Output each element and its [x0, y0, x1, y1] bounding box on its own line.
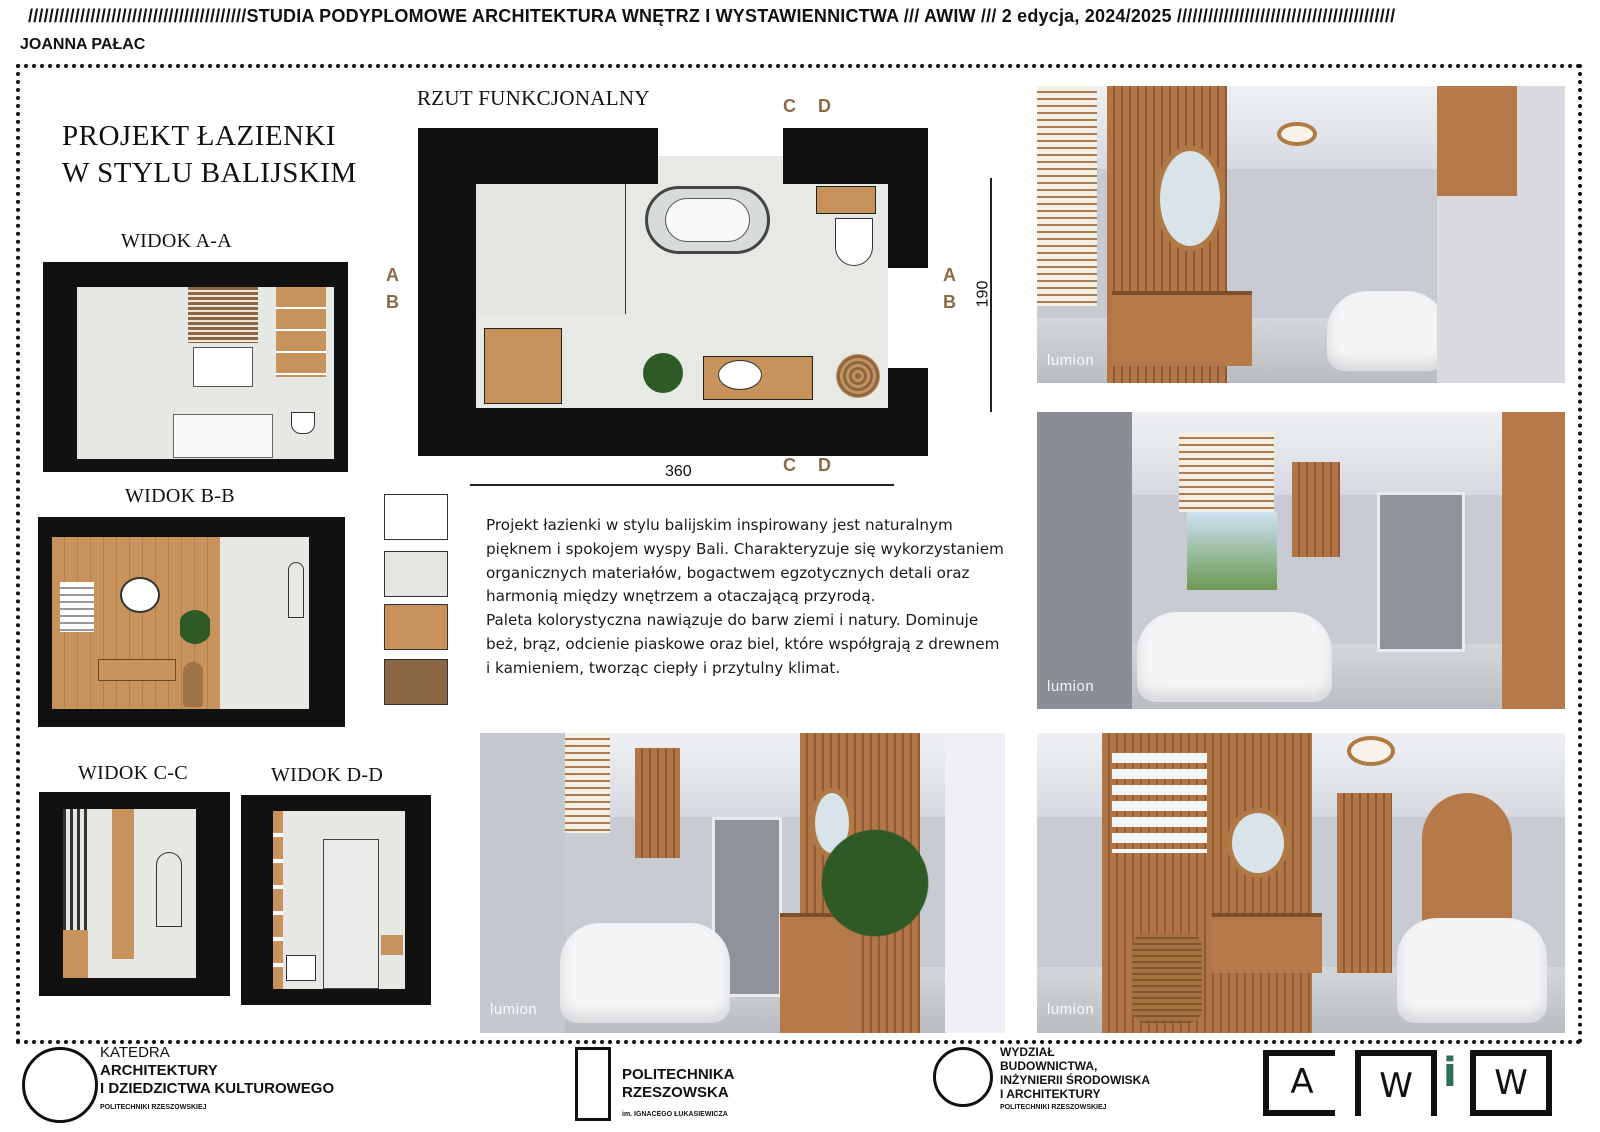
header-title: //////////////////////////////////////////STUDIA PODYPLOMOWE ARCHITEKTURA WNĘTRZ I WYSTAWIENNICTWA /// AWIW /// 2 edycja, 2024/2025 ////////////////////////////////////////// [28, 6, 1396, 26]
view-aa-label: WIDOK A-A [121, 230, 233, 252]
view-cc-label: WIDOK C-C [78, 762, 188, 784]
awiw-logo-w1: W [1355, 1050, 1437, 1116]
view-bb-drawing [38, 517, 345, 727]
lumion-watermark-3: lumion [490, 1001, 538, 1018]
view-aa-drawing [43, 262, 348, 472]
katedra-line3: I DZIEDZICTWA KULTUROWEGO [100, 1080, 335, 1097]
wydzial-logo [933, 1047, 993, 1107]
politechnika-logo [575, 1047, 611, 1121]
color-swatch-white [384, 494, 448, 540]
katedra-line2: ARCHITEKTURY [100, 1062, 218, 1079]
color-swatch-sand [384, 604, 448, 650]
marker-d-bottom: D [818, 455, 831, 475]
awiw-logo-i: i [1443, 1050, 1457, 1096]
view-bb-label: WIDOK B-B [125, 485, 235, 507]
awiw-logo-a: A [1263, 1050, 1335, 1116]
plan-title: RZUT FUNKCJONALNY [417, 86, 650, 110]
wydzial-line2: BUDOWNICTWA, [1000, 1059, 1098, 1073]
lumion-watermark-1: lumion [1047, 352, 1095, 369]
width-dimension-line [470, 484, 894, 486]
marker-a-left: A [386, 265, 399, 285]
marker-d-top: D [818, 96, 831, 116]
project-title-line1: PROJEKT ŁAZIENKI [62, 120, 337, 152]
render-2 [1037, 412, 1565, 709]
katedra-line4: POLITECHNIKI RZESZOWSKIEJ [100, 1104, 207, 1111]
view-cc-drawing [39, 792, 230, 996]
color-swatch-brown [384, 659, 448, 705]
render-4 [1037, 733, 1565, 1033]
marker-a-right: A [943, 265, 956, 285]
marker-c-top: C [783, 96, 796, 116]
project-title-line2: W STYLU BALIJSKIM [62, 157, 357, 189]
description-paragraph-2: Paleta kolorystyczna nawiązuje do barw ziemi i natury. Dominuje beż, brąz, odcienie piaskowe oraz biel, które współgrają z drewnem i kamieniem, tworząc ciepły i przytulny klimat. [486, 611, 1000, 677]
marker-b-right: B [943, 292, 956, 312]
politechnika-line2: RZESZOWSKA [622, 1084, 729, 1101]
katedra-logo [22, 1047, 98, 1123]
author-name: JOANNA PAŁAC [20, 36, 146, 53]
marker-c-bottom: C [783, 455, 796, 475]
wydzial-line1: WYDZIAŁ [1000, 1045, 1055, 1059]
render-3 [480, 733, 1005, 1033]
wydzial-line5: POLITECHNIKI RZESZOWSKIEJ [1000, 1104, 1107, 1111]
height-dimension: 190 [974, 280, 992, 308]
width-dimension: 360 [665, 463, 692, 480]
lumion-watermark-4: lumion [1047, 1001, 1095, 1018]
wydzial-line4: I ARCHITEKTURY [1000, 1087, 1101, 1101]
project-description [486, 514, 1006, 681]
awiw-logo-w2: W [1470, 1050, 1552, 1116]
render-1 [1037, 86, 1565, 383]
description-paragraph-1: Projekt łazienki w stylu balijskim inspirowany jest naturalnym pięknem i spokojem wyspy Bali. Charakteryzuje się wykorzystaniem organicznych materiałów, bogactwem egzotycznych detali oraz harmonią między wnętrzem a otaczającą przyrodą. [486, 516, 1004, 606]
marker-b-left: B [386, 292, 399, 312]
wydzial-line3: INŻYNIERII ŚRODOWISKA [1000, 1073, 1151, 1087]
view-dd-drawing [241, 795, 431, 1005]
politechnika-line3: im. IGNACEGO ŁUKASIEWICZA [622, 1111, 728, 1118]
floor-plan [418, 128, 928, 456]
politechnika-line1: POLITECHNIKA [622, 1066, 735, 1083]
color-swatch-light-gray [384, 551, 448, 597]
view-dd-label: WIDOK D-D [271, 764, 384, 786]
project-title [62, 118, 357, 192]
lumion-watermark-2: lumion [1047, 678, 1095, 695]
katedra-line1: KATEDRA [100, 1044, 170, 1061]
